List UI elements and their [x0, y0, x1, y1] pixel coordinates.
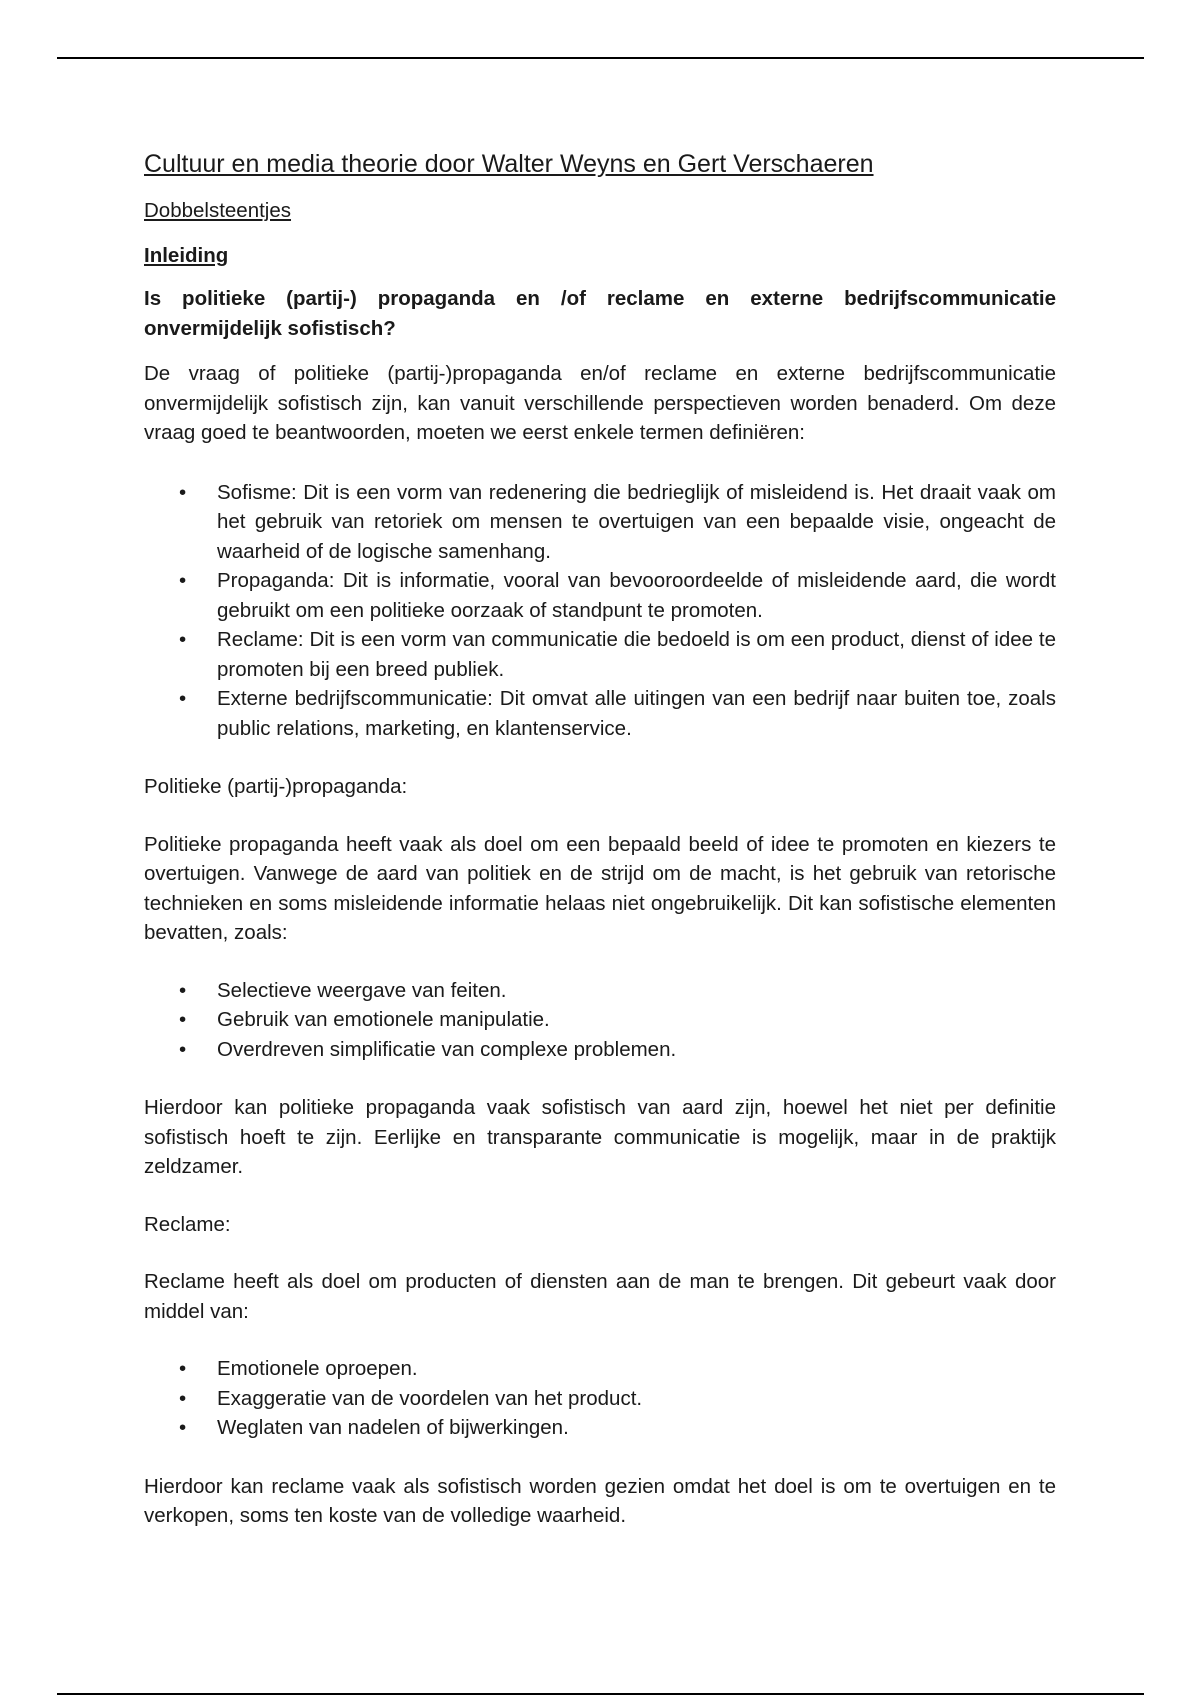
intro-paragraph: De vraag of politieke (partij-)propaganda en/of reclame en externe bedrijfscommunicatie onvermijdelijk sofistisch zijn, kan vanuit verschillende perspectieven worden benaderd. Om deze vraag goed te beantwoorden, moeten we eerst enkele termen definiëren: [144, 362, 1056, 444]
propaganda-label: Politieke (partij-)propaganda: [144, 775, 408, 798]
reclame-item-text: Weglaten van nadelen of bijwerkingen. [217, 1416, 569, 1439]
list-item [144, 625, 1056, 684]
bullet-icon: • [179, 1008, 187, 1031]
list-item [144, 566, 1056, 625]
footer-rule [57, 1693, 1144, 1695]
bullet-icon: • [179, 569, 187, 592]
definition-text: Reclame: Dit is een vorm van communicatie die bedoeld is om een product, dienst of idee te promoten bij een breed publiek. [217, 628, 1056, 681]
bullet-icon: • [179, 978, 187, 1002]
list-item [144, 478, 1056, 567]
list-item [144, 684, 1056, 743]
propaganda-item-text: Selectieve weergave van feiten. [217, 978, 507, 1002]
research-question: Is politieke (partij-) propaganda en /of reclame en externe bedrijfscommunicatie onvermijdelijk sofistisch? [144, 287, 1056, 340]
definitions-list [144, 478, 1056, 744]
propaganda-conclusion: Hierdoor kan politieke propaganda vaak sofistisch van aard zijn, hoewel het niet per definitie sofistisch hoeft te zijn. Eerlijke en transparante communicatie is mogelijk, maar in de praktijk zeldzamer. [144, 1096, 1056, 1178]
bullet-icon: • [179, 1357, 187, 1380]
bullet-icon: • [179, 480, 187, 504]
propaganda-list [144, 976, 1056, 1065]
section-heading: Inleiding [144, 243, 229, 267]
definition-text: Sofisme: Dit is een vorm van redenering die bedrieglijk of misleidend is. Het draait vaak om het gebruik van retoriek om mensen te overtuigen van een bepaalde visie, ongeacht de waarheid of de logische samenhang. [217, 480, 1056, 563]
definition-text: Propaganda: Dit is informatie, vooral van bevooroordeelde of misleidende aard, die wordt gebruikt om een politieke oorzaak of standpunt te promoten. [217, 569, 1056, 622]
bullet-icon: • [179, 1416, 187, 1439]
list-item [144, 1354, 1056, 1384]
document-title: Cultuur en media theorie door Walter Weyns en Gert Verschaeren [144, 150, 874, 178]
bullet-icon: • [179, 1037, 187, 1061]
bullet-icon: • [179, 628, 187, 651]
definition-text: Externe bedrijfscommunicatie: Dit omvat alle uitingen van een bedrijf naar buiten toe, zoals public relations, marketing, en klantenservice. [217, 687, 1056, 740]
propaganda-item-text: Overdreven simplificatie van complexe problemen. [217, 1037, 677, 1061]
reclame-conclusion: Hierdoor kan reclame vaak als sofistisch worden gezien omdat het doel is om te overtuigen en te verkopen, soms ten koste van de volledige waarheid. [144, 1474, 1056, 1527]
bullet-icon: • [179, 687, 187, 710]
reclame-item-text: Emotionele oproepen. [217, 1357, 418, 1380]
list-item [144, 1005, 1056, 1035]
reclame-list [144, 1354, 1056, 1443]
propaganda-item-text: Gebruik van emotionele manipulatie. [217, 1008, 550, 1031]
list-item [144, 1384, 1056, 1414]
header-rule [57, 57, 1144, 59]
document-page [144, 138, 1056, 1559]
list-item [144, 976, 1056, 1006]
propaganda-paragraph: Politieke propaganda heeft vaak als doel om een bepaald beeld of idee te promoten en kiezers te overtuigen. Vanwege de aard van politiek en de strijd om de macht, is het gebruik van retorische technieken en soms misleidende informatie helaas niet ongebruikelijk. Dit kan sofistische elementen bevatten, zoals: [144, 832, 1056, 944]
list-item [144, 1413, 1056, 1443]
reclame-paragraph: Reclame heeft als doel om producten of diensten aan de man te brengen. Dit gebeurt vaak door middel van: [144, 1270, 1056, 1323]
document-subtitle: Dobbelsteentjes [144, 199, 292, 222]
reclame-item-text: Exaggeratie van de voordelen van het product. [217, 1386, 643, 1410]
bullet-icon: • [179, 1386, 187, 1410]
reclame-label: Reclame: [144, 1212, 231, 1236]
list-item [144, 1035, 1056, 1065]
